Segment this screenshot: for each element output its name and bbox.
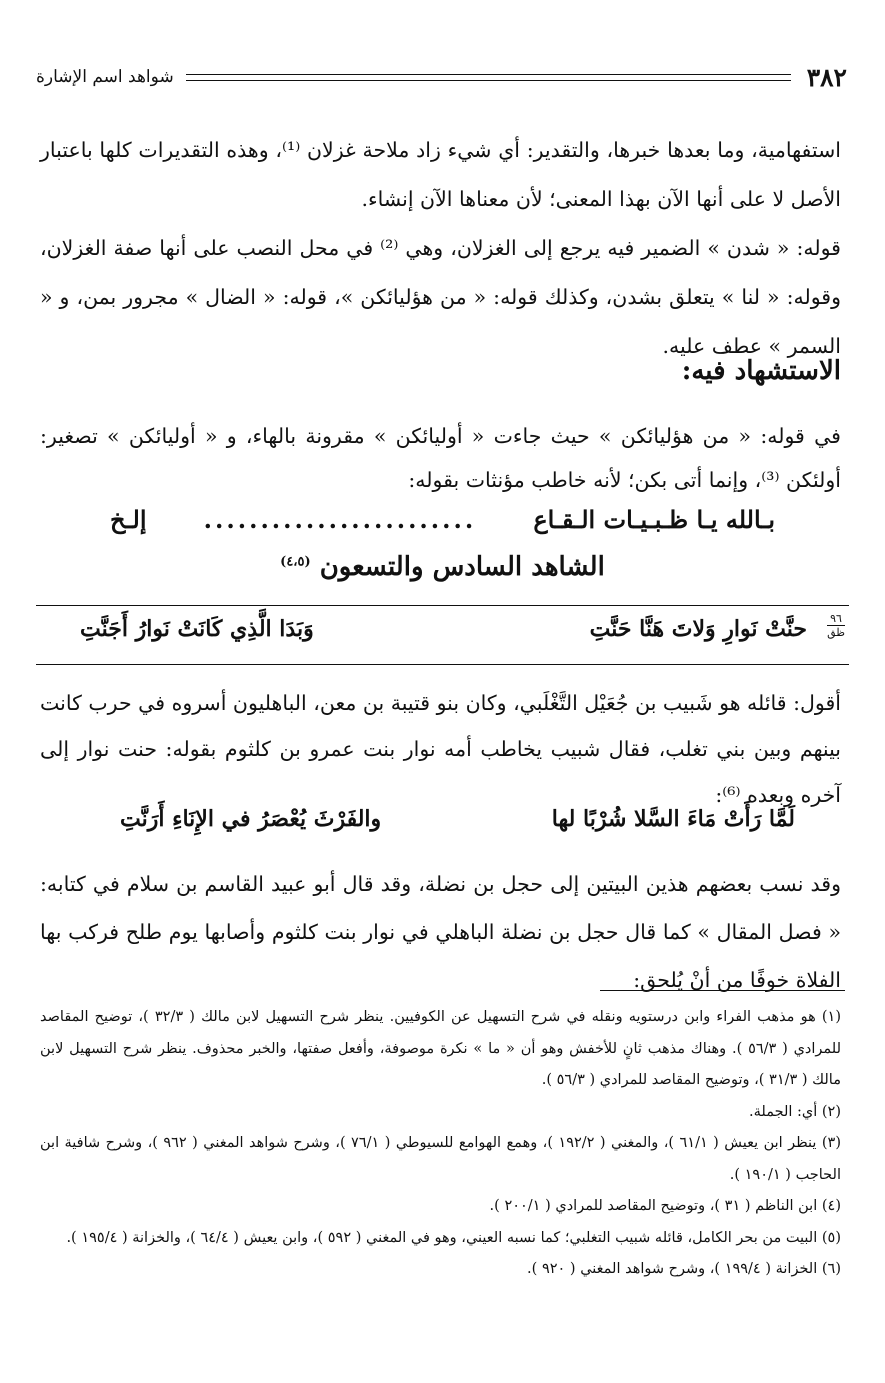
verse-meter-code: ظق [827, 626, 845, 639]
verse-bottom-rule [36, 664, 849, 665]
paragraph-1: استفهامية، وما بعدها خبرها، والتقدير: أي شيء زاد ملاحة غزلان ⁽¹⁾، وهذه التقديرات كلها باعتبار الأصل لا على أنها الآن بهذا المعنى؛ لأن معناها الآن إنشاء. [40, 138, 841, 211]
opening-paragraphs [40, 126, 841, 371]
shahid-title [0, 552, 885, 582]
footnotes [40, 1002, 841, 1286]
quoted-verse [110, 505, 775, 534]
shahid-footnote-refs: (٤،٥) [280, 554, 311, 570]
quoted-verse-left: إلـخ [110, 505, 147, 534]
header-rule [186, 74, 791, 81]
quoted-verse-dots: ........................ [203, 505, 477, 534]
second-verse-first-hemistich: لَمَّا رَأَتْ مَاءَ السَّلا شُرْبًا لها [551, 806, 795, 832]
page-header [36, 62, 847, 92]
footnote-5: (٥) البيت من بحر الكامل، قائله شبيب التغلبي؛ كما نسبه العيني، وهو في المغني ( ٥٩٢ )، وابن يعيش ( ٦٤/٤ )، والخزانة ( ١٩٥/٤ ). [66, 1229, 841, 1246]
main-verse [80, 616, 841, 642]
footnote-separator [600, 990, 845, 991]
running-title: شواهد اسم الإشارة [36, 67, 174, 87]
paragraph-2: قوله: « شدن » الضمير فيه يرجع إلى الغزلان، وهي ⁽²⁾ في محل النصب على أنها صفة الغزلان، وقوله: « لنا » يتعلق بشدن، وكذلك قوله: « من هؤليائكن »، قوله: « الضال » مجرور بمن، و « السمر » عطف عليه. [40, 236, 841, 358]
footnote-6: (٦) الخزانة ( ١٩٩/٤ )، وشرح شواهد المغني ( ٩٢٠ ). [527, 1261, 841, 1277]
second-verse-second-hemistich: والفَرْثَ يُعْصَرُ في الإِنَاءِ أَرَنَّتِ [120, 806, 382, 832]
section-heading: الاستشهاد فيه: [681, 356, 841, 386]
paragraph-4: أقول: قائله هو شَبيب بن جُعَيْل التَّغْلَبي، وكان بنو قتيبة بن معن، الباهليون أسروه في حرب كانت بينهم وبين بني تغلب، فقال شبيب يخاطب أمه نوار بنت عمرو بن كلثوم بقوله: حنت نوار إلى آخره وبعده ⁽⁶⁾: [40, 691, 841, 807]
verse-top-rule [36, 605, 849, 606]
main-verse-second-hemistich: وَبَدَا الَّذِي كَانَتْ نَوارُ أَجَنَّتِ [80, 616, 314, 642]
main-verse-first-hemistich: حنَّتْ نَوارِ وَلاتَ هَنَّا حَنَّتِ [589, 616, 807, 642]
quoted-verse-right: بـالله يـا ظـبـيـات الـقـاع [533, 505, 775, 534]
footnote-2: (٢) أي: الجملة. [749, 1103, 841, 1120]
paragraph-3: في قوله: « من هؤليائكن » حيث جاءت « أوليائكن » مقرونة بالهاء، و « أوليائكن » تصغير: أولئكن ⁽³⁾، وإنما أتى بكن؛ لأنه خاطب مؤنثات بقوله: [40, 424, 841, 492]
verse-number-value: ٩٦ [827, 612, 845, 626]
paragraph-5: وقد نسب بعضهم هذين البيتين إلى حجل بن نضلة، وقد قال أبو عبيد القاسم بن سلام في كتابه: « فصل المقال » كما قال حجل بن نضلة الباهلي في نوار بنت كلثوم وأصابها يوم طلح فركب بها الفلاة خوفًا من أنْ يُلحق: [40, 872, 841, 992]
page-number: ٣٨٢ [806, 62, 847, 92]
second-verse [120, 806, 795, 832]
footnote-3: (٣) ينظر ابن يعيش ( ٦١/١ )، والمغني ( ١٩٢/٢ )، وهمع الهوامع للسيوطي ( ٧٦/١ )، وشرح شواهد المغني ( ٩٦٢ )، وشرح شافية ابن الحاجب ( ١٩٠/١ ). [40, 1135, 842, 1183]
footnote-1: (١) هو مذهب الفراء وابن درستويه ونقله في شرح التسهيل عن الكوفيين. ينظر شرح التسهيل لابن مالك ( ٣٢/٣ )، توضيح المقاصد للمرادي ( ٥٦/٣ ). وهناك مذهب ثانٍ للأخفش وهو أن « ما » نكرة موصوفة، وأفعل صفتها، والخبر محذوف. ينظر شرح التسهيل لابن مالك ( ٣١/٣ )، وتوضيح المقاصد للمرادي ( ٥٦/٣ ). [40, 1009, 842, 1088]
shahid-title-text: الشاهد السادس والتسعون [319, 552, 605, 582]
footnote-4: (٤) ابن الناظم ( ٣١ )، وتوضيح المقاصد للمرادي ( ٢٠٠/١ ). [489, 1198, 841, 1214]
